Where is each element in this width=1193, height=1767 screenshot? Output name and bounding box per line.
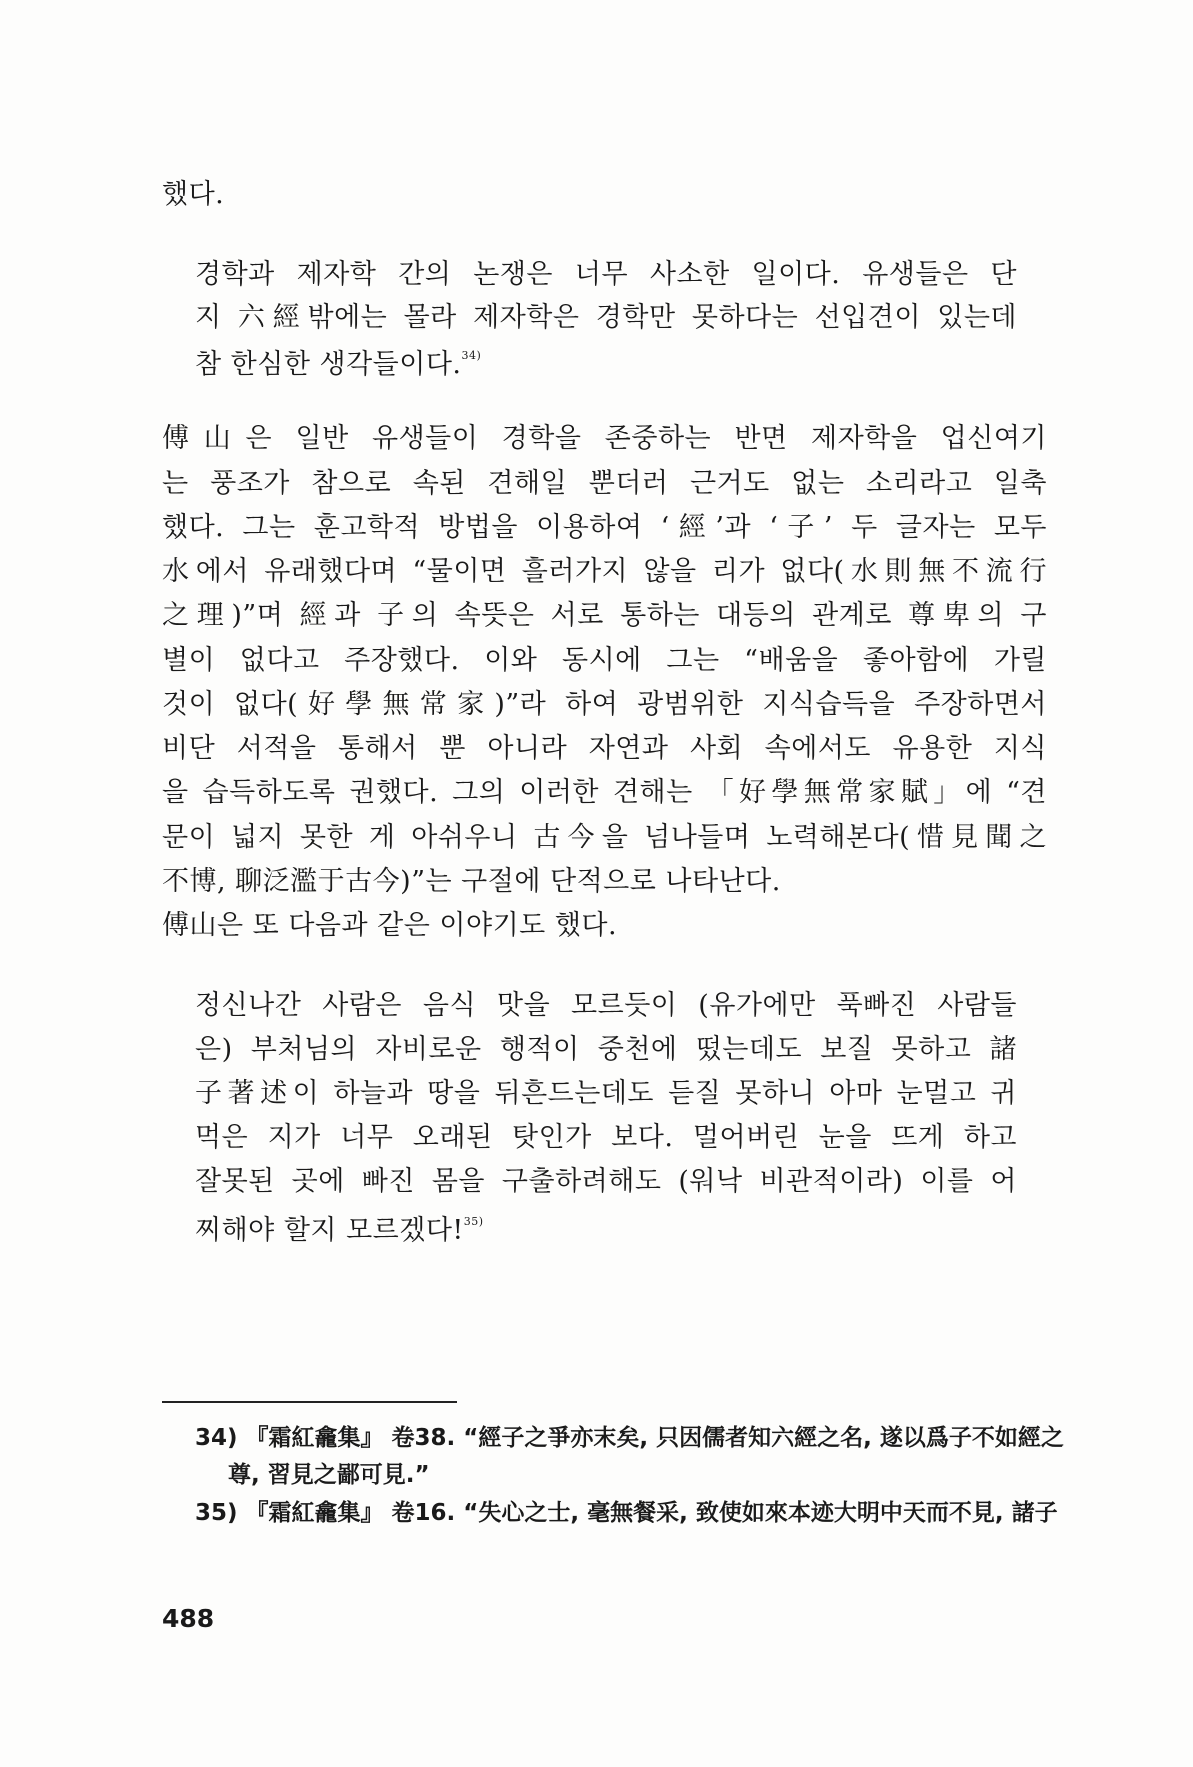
opening-line: 했다.	[162, 179, 225, 210]
quote1-last-line: 참 한심한 생각들이다.	[195, 349, 462, 380]
footnote-34-line-1: 34) 『霜紅龕集』 卷38. “經子之爭亦末矣, 只因儒者知六經之名, 遂以爲子不如經之	[195, 1425, 1064, 1451]
para1-line-10: 문이 넓지 못한 게 아쉬우니 古今을 넘나들며 노력해본다(惜見聞之	[162, 822, 1047, 853]
para1-line-8: 비단 서적을 통해서 뿐 아니라 자연과 사회 속에서도 유용한 지식	[162, 733, 1047, 764]
para1-line-7: 것이 없다(好學無常家)”라 하여 광범위한 지식습득을 주장하면서	[162, 689, 1047, 720]
para1-last-line: 不博, 聊泛濫于古今)”는 구절에 단적으로 나타난다.	[162, 866, 781, 897]
quote2-line-5: 잘못된 곳에 빠진 몸을 구출하려해도 (워낙 비관적이라) 이를 어	[195, 1166, 1017, 1197]
para1-line-1: 傅山은 일반 유생들이 경학을 존중하는 반면 제자학을 업신여기	[162, 423, 1047, 454]
quote2-line-6	[195, 1206, 1017, 1251]
quote1-line-1: 경학과 제자학 간의 논쟁은 너무 사소한 일이다. 유생들은 단	[195, 259, 1017, 290]
quote1-line-2: 지 六經밖에는 몰라 제자학은 경학만 못하다는 선입견이 있는데	[195, 302, 1017, 333]
para1-line-6: 별이 없다고 주장했다. 이와 동시에 그는 “배움을 좋아함에 가릴	[162, 645, 1047, 676]
para1-line-5: 之理)”며 經과 子의 속뜻은 서로 통하는 대등의 관계로 尊卑의 구	[162, 600, 1047, 631]
quote2-line-4: 먹은 지가 너무 오래된 탓인가 보다. 멀어버린 눈을 뜨게 하고	[195, 1122, 1017, 1153]
page-number: 488	[162, 1604, 215, 1633]
para1-line-4: 水에서 유래했다며 “물이면 흘러가지 않을 리가 없다(水則無不流行	[162, 556, 1047, 587]
para1-line-2: 는 풍조가 참으로 속된 견해일 뿐더러 근거도 없는 소리라고 일축	[162, 468, 1047, 499]
para2-line: 傅山은 또 다음과 같은 이야기도 했다.	[162, 910, 618, 941]
footnote-separator	[162, 1401, 457, 1403]
quote2-last-line: 찌해야 할지 모르겠다!	[195, 1215, 464, 1246]
quote2-line-3: 子著述이 하늘과 땅을 뒤흔드는데도 듣질 못하니 아마 눈멀고 귀	[195, 1078, 1017, 1109]
quote1-line-3	[195, 340, 1017, 385]
footnote-35-line-1: 35) 『霜紅龕集』 卷16. “失心之士, 毫無餐采, 致使如來本迹大明中天而不見, 諸子	[195, 1500, 1058, 1526]
para1-line-3: 했다. 그는 훈고학적 방법을 이용하여 ‘經’과 ‘子’ 두 글자는 모두	[162, 512, 1047, 543]
quote2-line-1: 정신나간 사람은 음식 맛을 모르듯이 (유가에만 푹빠진 사람들	[195, 990, 1017, 1021]
para1-line-9: 을 습득하도록 권했다. 그의 이러한 견해는 「好學無常家賦」에 “견	[162, 777, 1047, 808]
footnote-34-line-2: 尊, 習見之鄙可見.”	[228, 1462, 430, 1488]
footnote-ref-34[interactable]: 34)	[461, 349, 482, 362]
quote2-line-2: 은) 부처님의 자비로운 행적이 중천에 떴는데도 보질 못하고 諸	[195, 1034, 1017, 1065]
footnote-ref-35[interactable]: 35)	[463, 1215, 484, 1228]
